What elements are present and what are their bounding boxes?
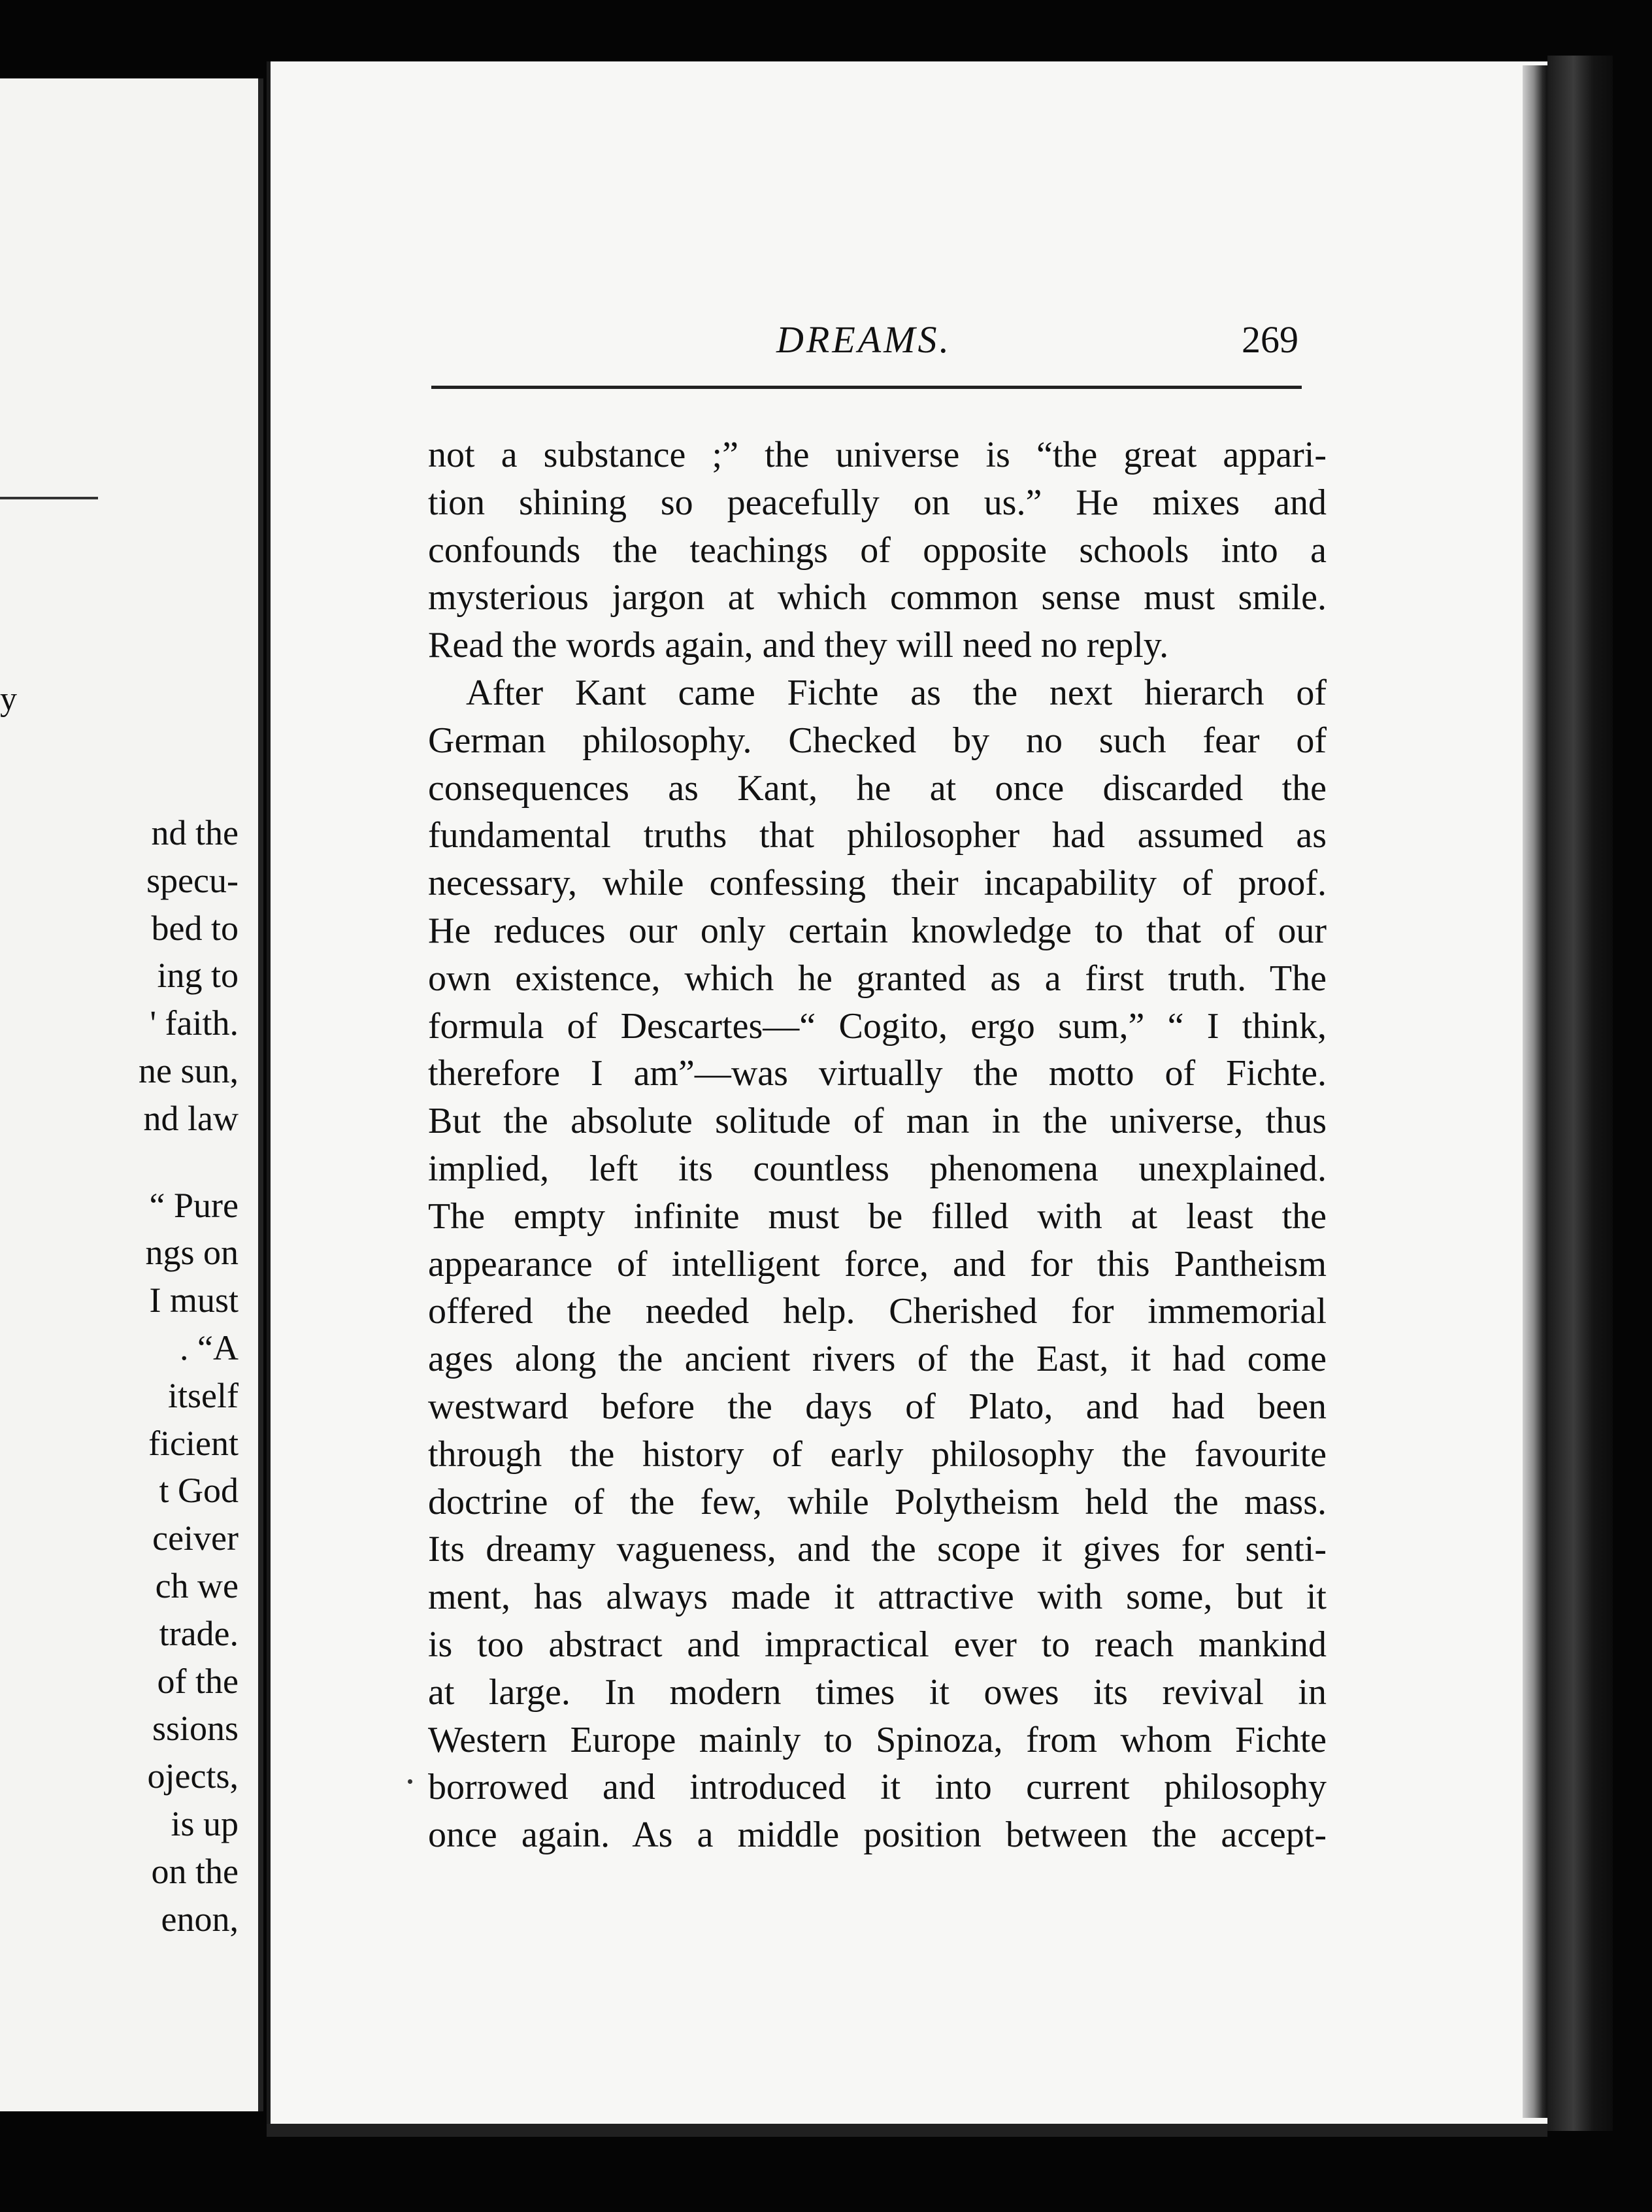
left-fragment: trade.	[159, 1613, 239, 1653]
text-line: mysterious jargon at which common sense must smile.	[428, 577, 1327, 618]
text-line: once again. As a middle position between the accept-	[428, 1815, 1327, 1856]
left-fragment: on the	[151, 1851, 239, 1891]
left-page-letter: y	[0, 680, 17, 718]
left-fragment: . “A	[180, 1328, 239, 1367]
text-line: Western Europe mainly to Spinoza, from whom Fichte	[428, 1719, 1327, 1760]
left-fragment: specu-	[146, 860, 239, 900]
left-fragment: ngs on	[145, 1233, 239, 1273]
running-head: DREAMS.	[776, 318, 951, 361]
left-fragment: of the	[157, 1661, 239, 1701]
text-line: therefore I am”—was virtually the motto of Fichte.	[428, 1053, 1327, 1094]
left-fragment: ing to	[157, 956, 239, 996]
text-line: appearance of intelligent force, and for this Pantheism	[428, 1243, 1327, 1284]
left-fragment: is up	[171, 1803, 239, 1843]
left-fragment: bed to	[151, 908, 239, 948]
left-page-rule	[0, 497, 98, 499]
text-line: The empty infinite must be filled with at least the	[428, 1196, 1327, 1237]
left-fragment: ssions	[152, 1709, 239, 1749]
body-text	[428, 431, 1327, 1859]
text-line: westward before the days of Plato, and had been	[428, 1386, 1327, 1427]
text-line: is too abstract and impractical ever to reach mankind	[428, 1624, 1327, 1665]
left-fragment: nd the	[151, 813, 239, 852]
text-line: borrowed and introduced it into current philosophy	[428, 1767, 1327, 1808]
left-page-fragments	[29, 809, 239, 1943]
left-fragment: “ Pure	[149, 1185, 239, 1225]
text-line: After Kant came Fichte as the next hierarch of	[466, 672, 1327, 713]
text-line: offered the needed help. Cherished for immemorial	[428, 1291, 1327, 1332]
text-line: He reduces our only certain knowledge to that of our	[428, 910, 1327, 951]
text-line: fundamental truths that philosopher had assumed as	[428, 815, 1327, 856]
left-fragment: ch we	[155, 1566, 239, 1605]
text-line: ages along the ancient rivers of the East, it had come	[428, 1339, 1327, 1380]
margin-speck	[408, 1779, 412, 1784]
text-line: through the history of early philosophy the favourite	[428, 1433, 1327, 1475]
left-fragment: I must	[149, 1281, 239, 1320]
left-fragment-gap	[29, 1143, 239, 1182]
text-line: doctrine of the few, while Polytheism held the mass.	[428, 1481, 1327, 1522]
text-line: implied, left its countless phenomena unexplained.	[428, 1148, 1327, 1189]
left-page	[0, 78, 263, 2111]
left-fragment: enon,	[161, 1899, 239, 1939]
left-fragment: ne sun,	[139, 1050, 239, 1090]
page-bottom-edge	[267, 2124, 1547, 2137]
left-fragment: nd law	[143, 1098, 239, 1138]
page-number: 269	[1242, 318, 1298, 361]
left-fragment: itself	[168, 1375, 239, 1415]
text-line: ment, has always made it attractive with some, but it	[428, 1577, 1327, 1618]
text-line: confounds the teachings of opposite schools into a	[428, 529, 1327, 571]
left-fragment: ficient	[148, 1423, 239, 1463]
page-edge	[1523, 65, 1547, 2118]
text-line: not a substance ;” the universe is “the great appari-	[428, 435, 1327, 475]
text-line: necessary, while confessing their incapability of proof.	[428, 863, 1327, 904]
text-line: formula of Descartes—“ Cogito, ergo sum,” “ I think,	[428, 1005, 1327, 1047]
book-spine	[1547, 56, 1613, 2131]
header-rule	[431, 386, 1302, 389]
left-fragment: ojects,	[147, 1756, 239, 1796]
text-line: German philosophy. Checked by no such fear of	[428, 720, 1327, 761]
left-fragment: t God	[159, 1471, 239, 1511]
text-line: at large. In modern times it owes its revival in	[428, 1671, 1327, 1713]
text-line: Its dreamy vagueness, and the scope it gives for senti-	[428, 1529, 1327, 1570]
text-line: Read the words again, and they will need no reply.	[428, 625, 1169, 666]
left-fragment: ' faith.	[150, 1003, 239, 1043]
text-line: tion shining so peacefully on us.” He mixes and	[428, 482, 1327, 523]
text-line: consequences as Kant, he at once discarded the	[428, 767, 1327, 809]
left-fragment: ceiver	[152, 1518, 239, 1558]
text-line: own existence, which he granted as a first truth. The	[428, 958, 1327, 999]
text-line: But the absolute solitude of man in the universe, thus	[428, 1101, 1327, 1142]
